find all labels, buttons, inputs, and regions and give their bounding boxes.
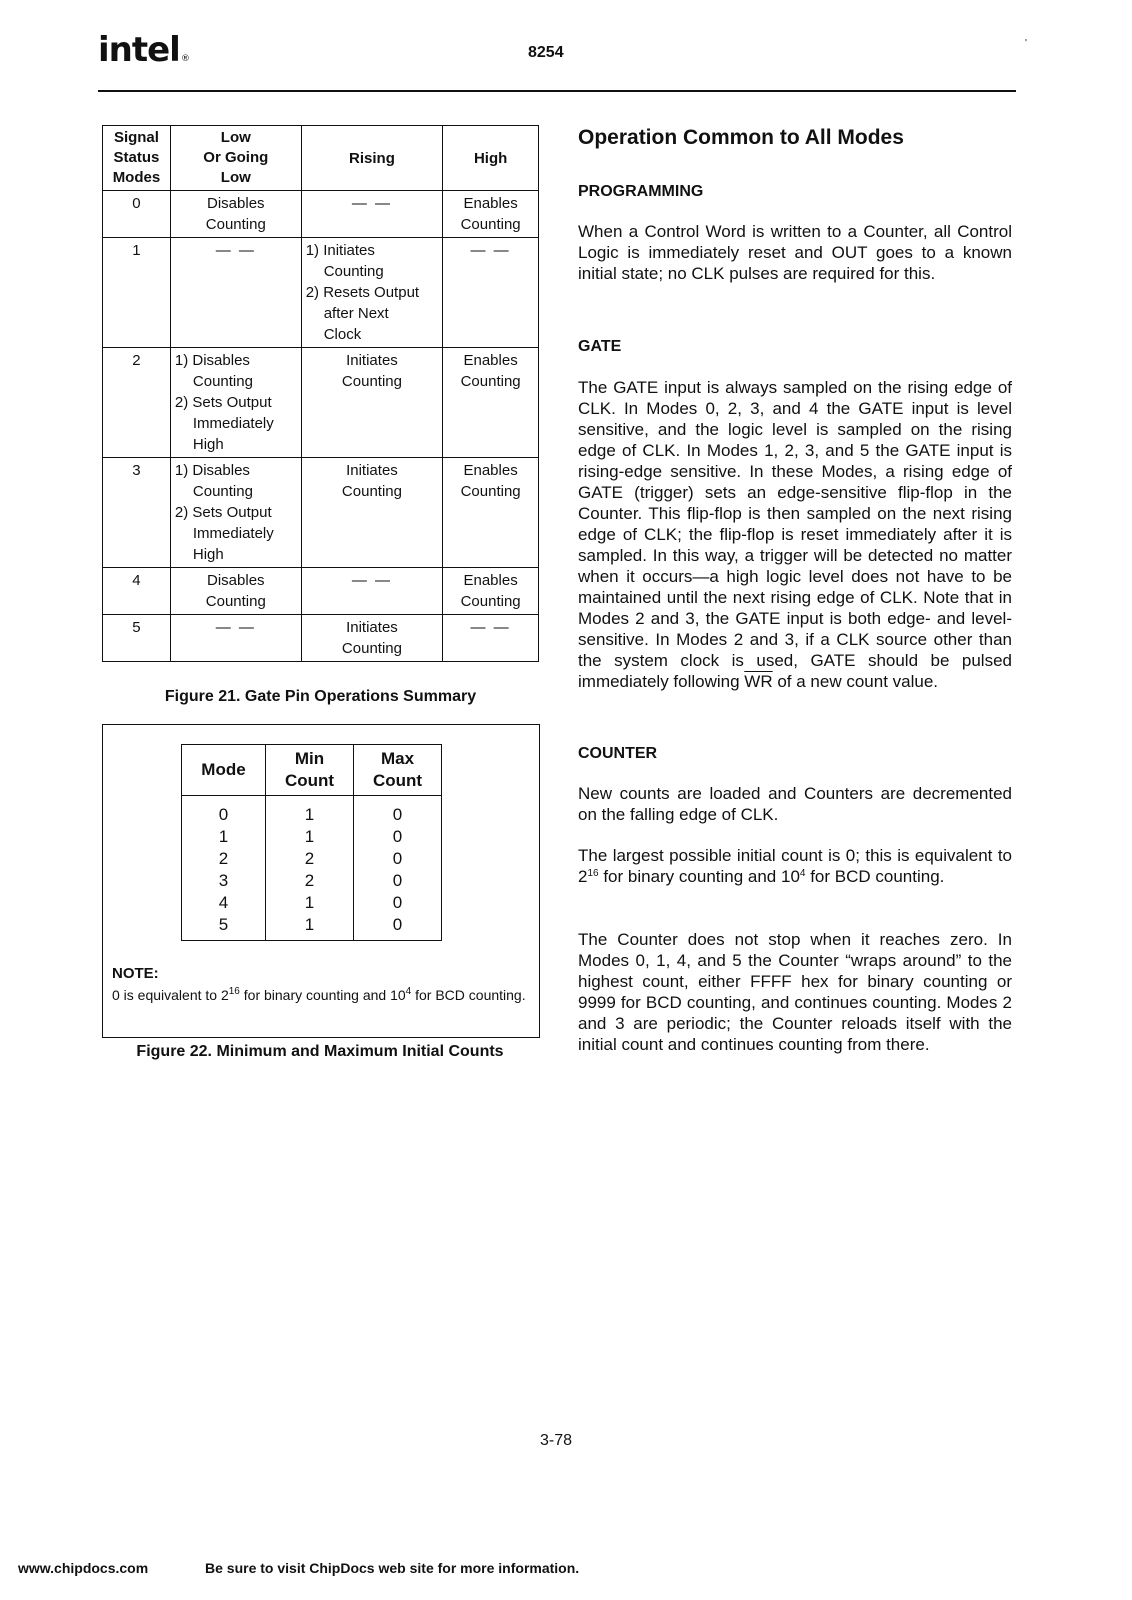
cell-line: High	[192, 436, 224, 453]
note-label: NOTE:	[112, 965, 159, 982]
figure-22-caption: Figure 22. Minimum and Maximum Initial Counts	[136, 1043, 504, 1060]
rising-cell	[301, 458, 443, 568]
registered-mark: ®	[180, 54, 189, 64]
header-rule	[98, 90, 1016, 92]
page-number: 3-78	[540, 1432, 573, 1449]
counts-table-row	[182, 826, 442, 848]
cell-line: — —	[351, 572, 393, 589]
initial-counts-table	[181, 744, 442, 941]
cell-line: Initiates	[346, 619, 398, 636]
gate-table-row	[103, 238, 539, 348]
high-cell	[443, 191, 539, 238]
cell-line: 2) Sets Output	[174, 394, 272, 411]
max-count-cell: 0	[354, 914, 442, 941]
cell-line: Counting	[460, 373, 521, 390]
gate-paragraph: The GATE input is always sampled on the rising edge of CLK. In Modes 0, 2, 3, and 4 the GATE input is level sensitive, and the logic level is sampled on the rising edge of CLK. In Modes 1, 2, 3, and 5 the GATE input is rising-edge sensitive. In these Modes, a rising edge of GATE (trigger) sets an edge-sensitive flip-flop in the Counter. This flip-flop is then sampled on the next rising edge of CLK; the flip-flop is reset immediately after it is sampled. In this way, a trigger will be detected no matter when it occurs—a high logic level does not have to be maintained until the next rising edge of CLK. Note that in Modes 2 and 3, the GATE input is both edge- and level-sensitive. In Modes 2 and 3, if a CLK source other than the system clock is used, GATE should be pulsed immediately following $\overline{WR}$ of a new count value.	[578, 378, 1012, 691]
min-count-cell: 1	[266, 914, 354, 941]
cell-line: Counting	[192, 483, 253, 500]
min-count-cell: 1	[266, 796, 354, 827]
cell-line: Initiates	[346, 352, 398, 369]
cell-line: Disables	[207, 195, 265, 212]
mode-cell: 2	[103, 348, 171, 458]
cell-line: — —	[351, 195, 393, 212]
rising-cell	[301, 615, 443, 662]
counter-paragraph-2: The largest possible initial count is 0; this is equivalent to $2^{16}$ for binary counting and $10^4$ for BCD counting.	[578, 846, 1012, 886]
cell-line: Initiates	[346, 462, 398, 479]
cell-line: Counting	[341, 483, 402, 500]
low-cell	[170, 238, 301, 348]
counts-table-row	[182, 870, 442, 892]
mode-cell: 5	[182, 914, 266, 941]
cell-line: Counting	[341, 640, 402, 657]
cell-line: High	[192, 546, 224, 563]
footer-message: Be sure to visit ChipDocs web site for more information.	[205, 1560, 580, 1576]
min-count-cell: 1	[266, 826, 354, 848]
mode-cell: 0	[103, 191, 171, 238]
max-count-cell: 0	[354, 870, 442, 892]
high-cell	[443, 238, 539, 348]
header-high: High	[443, 126, 539, 191]
counts-table-row	[182, 848, 442, 870]
mode-cell: 4	[103, 568, 171, 615]
gate-table-row	[103, 568, 539, 615]
min-count-cell: 1	[266, 892, 354, 914]
logo-text: intel	[98, 30, 180, 70]
cell-line: Counting	[460, 216, 521, 233]
cell-line: Counting	[341, 373, 402, 390]
cell-line: Disables	[207, 572, 265, 589]
cell-line: Counting	[460, 593, 521, 610]
part-number: 8254	[528, 44, 564, 61]
programming-paragraph: When a Control Word is written to a Counter, all Control Logic is immediately reset and OUT goes to a known initial state; no CLK pulses are required for this.	[578, 222, 1012, 283]
cell-line: Enables	[463, 195, 518, 212]
counts-table-row	[182, 914, 442, 941]
max-count-cell: 0	[354, 892, 442, 914]
note-text: 0 is equivalent to $2^{16}$ for binary counting and $10^4$ for BCD counting.	[112, 986, 526, 1003]
header-signal-status-modes: Signal Status Modes	[103, 126, 171, 191]
cell-line: Clock	[323, 326, 362, 343]
cell-line: Counting	[192, 373, 253, 390]
low-cell	[170, 348, 301, 458]
header-mode: Mode	[182, 745, 266, 796]
gate-table-row	[103, 348, 539, 458]
corner-mark: '	[1025, 38, 1027, 49]
mode-cell: 5	[103, 615, 171, 662]
figure-21-caption: Figure 21. Gate Pin Operations Summary	[164, 688, 477, 705]
cell-line: Counting	[323, 263, 384, 280]
cell-line: after Next	[323, 305, 389, 322]
low-cell	[170, 615, 301, 662]
gate-heading: GATE	[578, 338, 622, 355]
gate-table-row	[103, 615, 539, 662]
header-rising: Rising	[301, 126, 443, 191]
rising-cell	[301, 348, 443, 458]
cell-line: — —	[215, 619, 256, 636]
cell-line: 2) Sets Output	[174, 504, 272, 521]
cell-line: 1) Initiates	[305, 242, 375, 259]
cell-line: 1) Disables	[174, 462, 250, 479]
mode-cell: 4	[182, 892, 266, 914]
cell-line: Counting	[460, 483, 521, 500]
intel-logo	[98, 30, 189, 70]
gate-pin-operations-table	[102, 125, 539, 662]
gate-table-row	[103, 458, 539, 568]
cell-line: Immediately	[192, 525, 274, 542]
cell-line: 1) Disables	[174, 352, 250, 369]
rising-cell	[301, 568, 443, 615]
mode-cell: 1	[103, 238, 171, 348]
counts-table-row	[182, 796, 442, 827]
programming-heading: PROGRAMMING	[578, 183, 704, 200]
max-count-cell: 0	[354, 826, 442, 848]
gate-table-row	[103, 191, 539, 238]
counter-paragraph-1: New counts are loaded and Counters are decremented on the falling edge of CLK.	[578, 784, 1012, 824]
rising-cell	[301, 191, 443, 238]
cell-line: — —	[215, 242, 256, 259]
max-count-cell: 0	[354, 796, 442, 827]
mode-cell: 3	[103, 458, 171, 568]
cell-line: Enables	[463, 572, 518, 589]
cell-line: Immediately	[192, 415, 274, 432]
header-low-or-going-low: Low Or Going Low	[170, 126, 301, 191]
mode-cell: 1	[182, 826, 266, 848]
mode-cell: 2	[182, 848, 266, 870]
counts-table-row	[182, 892, 442, 914]
footer-site-link[interactable]: www.chipdocs.com	[18, 1560, 149, 1576]
min-count-cell: 2	[266, 870, 354, 892]
mode-cell: 0	[182, 796, 266, 827]
header-min-count: Min Count	[266, 745, 354, 796]
low-cell	[170, 568, 301, 615]
cell-line: 2) Resets Output	[305, 284, 420, 301]
high-cell	[443, 348, 539, 458]
mode-cell: 3	[182, 870, 266, 892]
cell-line: Enables	[463, 352, 518, 369]
cell-line: Counting	[205, 216, 266, 233]
cell-line: Enables	[463, 462, 518, 479]
max-count-cell: 0	[354, 848, 442, 870]
cell-line: — —	[470, 619, 511, 636]
high-cell	[443, 568, 539, 615]
high-cell	[443, 458, 539, 568]
rising-cell	[301, 238, 443, 348]
header-max-count: Max Count	[354, 745, 442, 796]
min-count-cell: 2	[266, 848, 354, 870]
low-cell	[170, 191, 301, 238]
cell-line: Counting	[205, 593, 266, 610]
counter-heading: COUNTER	[578, 745, 658, 762]
high-cell	[443, 615, 539, 662]
counter-paragraph-3: The Counter does not stop when it reaches zero. In Modes 0, 1, 4, and 5 the Counter “wraps around” to the highest count, either FFFF hex for binary counting or 9999 for BCD counting, and continues counting. Modes 2 and 3 are periodic; the Counter reloads itself with the initial count and continues counting from there.	[578, 930, 1012, 1054]
low-cell	[170, 458, 301, 568]
section-title: Operation Common to All Modes	[578, 126, 904, 149]
cell-line: — —	[470, 242, 511, 259]
